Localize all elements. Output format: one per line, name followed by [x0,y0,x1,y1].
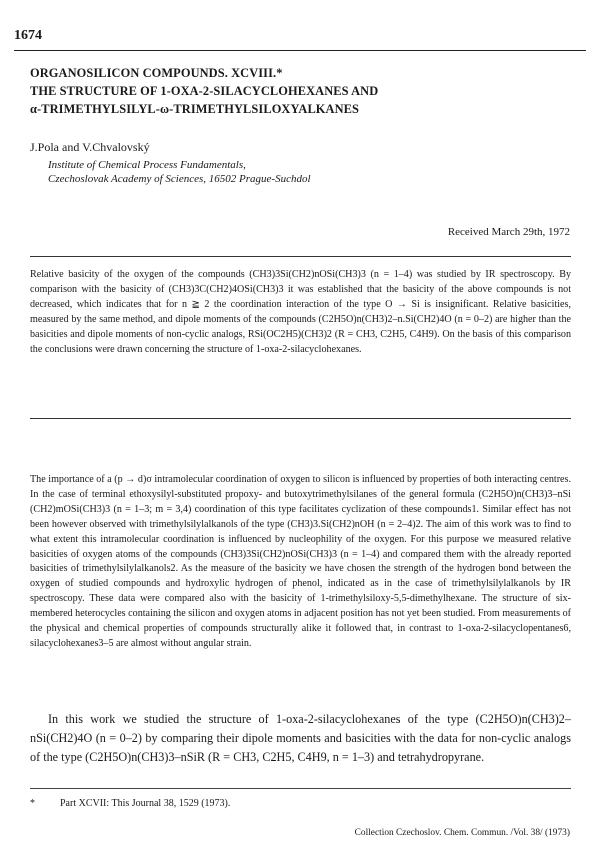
footnote-rule [30,788,571,789]
footnote-mark: * [30,798,35,809]
page-number: 1674 [14,28,42,43]
abstract-bottom-rule [30,418,571,419]
title-line-2: THE STRUCTURE OF 1-OXA-2-SILACYCLOHEXANES AND [30,84,379,98]
body-paragraph-1: The importance of a (p → d)σ intramolecular coordination of oxygen to silicon is influenced by properties of both interacting centres. In the case of terminal ethoxysilyl-substituted propoxy- and butoxytrimethylsilanes of the general formula (C2H5O)n(CH3)3–nSi (CH2)mOSi(CH3)3 (n = 1–3; m = 3,4) coordination of this type facilitates cyclization of these compounds1. Similar effect has not been however observed with trimethylsilylalkanols of the type (CH3)3.Si(CH2)nOH (n = 2–4)2. The aim of this work was to find to what extent this intramolecular coordination is influenced by nucleophility of the oxygen. For this purpose we measured relative basicities of oxygen atoms of the compounds (CH3)3Si(CH2)nOSi(CH3)3 (n = 1–4) and compared them with the already reported basicities of trimethylsilylalkanols2. As the measure of the basicity we have chosen the strength of the hydrogen bond between the oxygen of studied compounds and hydroxylic hydrogen of phenol, indicated as in the case of trimethylsilylalkanols by IR spectroscopy. These data were compared also with the basicity of 1-trimethylsiloxy-5,5-dimethylhexane. The structure of six-membered heterocycles containing the silicon and oxygen atoms in adjacent position has not yet been studied. From measurements of the physical and chemical properties of compounds structurally alike it followed that, in contrast to 1-oxa-2-silacyclopentanes6, silacyclohexanes3–5 are almost without angular strain. [30,474,571,649]
title-line-3: α-TRIMETHYLSILYL-ω-TRIMETHYLSILOXYALKANES [30,102,359,116]
journal-footer: Collection Czechoslov. Chem. Commun. /Vol. 38/ (1973) [354,828,570,838]
received-date: Received March 29th, 1972 [447,226,570,238]
affiliation [48,158,311,186]
body-paragraph-2: In this work we studied the structure of 1-oxa-2-silacyclohexanes of the type (C2H5O)n(CH3)2–nSi(CH2)4O (n = 0–2) by comparing their dipole moments and basicities with the data for non-cyclic analogs of the type (C2H5O)n(CH3)3–nSiR (R = CH3, C2H5, C4H9, n = 1–3) and tetrahydropyrane. [30,712,571,764]
authors: J.Pola and V.Chvalovský [30,140,150,154]
abstract-top-rule [30,256,571,257]
header-rule [14,50,586,51]
footnote [30,798,230,809]
title-line-1: ORGANOSILICON COMPOUNDS. XCVIII.* [30,66,283,80]
abstract: Relative basicity of the oxygen of the compounds (CH3)3Si(CH2)nOSi(CH3)3 (n = 1–4) was studied by IR spectroscopy. By comparison with the basicity of (CH3)3C(CH2)4OSi(CH3)3 it was established that the basicity of the above compounds is not decreased, which indicates that for n ≧ 2 the coordination interaction of the type O → Si is insignificant. Relative basicities, measured by the same method, and dipole moments of the compounds (C2H5O)n(CH3)2–n.Si(CH2)4O (n = 0–2) are higher than the basicities and dipole moments of non-cyclic analogs, RSi(OC2H5)(CH3)2 (R = CH3, C2H5, C4H9). On the basis of this comparison the conclusions were drawn concerning the structure of 1-oxa-2-silacyclohexanes. [30,269,571,355]
affiliation-line-2: Czechoslovak Academy of Sciences, 16502 Prague-Suchdol [48,173,311,185]
article-title [30,64,570,118]
affiliation-line-1: Institute of Chemical Process Fundamentals, [48,159,246,171]
footnote-text: Part XCVII: This Journal 38, 1529 (1973). [60,798,231,809]
